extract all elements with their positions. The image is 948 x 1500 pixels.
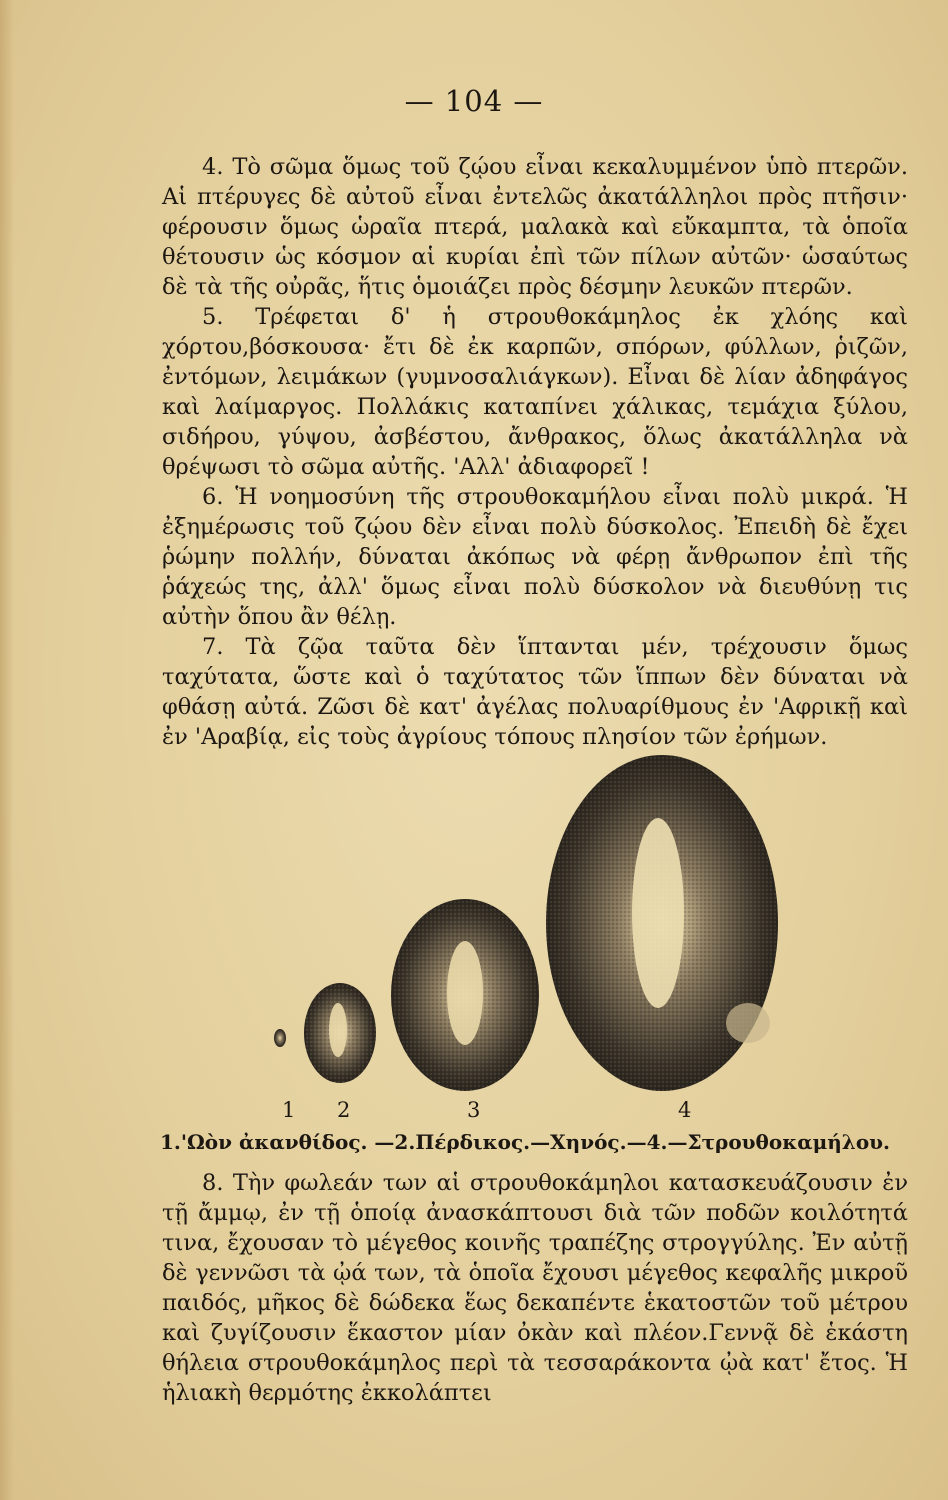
egg-2-partridge [304,983,376,1083]
figure-caption: 1.'Ωὸν ἀκανθίδος. —2.Πέρδικος.—Χηνός.—4.—Στρουθοκαμήλου. [160,1130,890,1154]
egg-label-4: 4 [678,1098,692,1122]
paragraph-8: 8. Τὴν φωλεάν των αἱ στρουθοκάμηλοι κατασκευάζουσιν ἐν τῇ ἄμμῳ, ἐν τῇ ὁποίᾳ ἀνασκάπτουσι διὰ τῶν ποδῶν κοιλότητά τινα, ἔχουσαν τὸ μέγεθος κοινῆς τραπέζης στρογγύλης. Ἐν αὐτῇ δὲ γεννῶσι τὰ ᾠά των, τὰ ὁποῖα ἔχουσι μέγεθος κεφαλῆς μικροῦ παιδός, μῆκος δὲ δώδεκα ἕως δεκαπέντε ἑκατοστῶν τοῦ μέτρου καὶ ζυγίζουσιν ἕκαστον μίαν ὀκὰν καὶ πλέον.Γεννᾷ δὲ ἑκάστη θήλεια στρουθοκάμηλος περὶ τὰ τεσσαράκοντα ᾠὰ κατ' ἔτος. Ἡ ἡλιακὴ θερμότης ἐκκολάπτει [162,1170,908,1406]
paragraph-6: 6. Ἡ νοημοσύνη τῆς στρουθοκαμήλου εἶναι πολὺ μικρά. Ἡ ἐξημέρωσις τοῦ ζῴου δὲν εἶναι πολὺ δύσκολος. Ἐπειδὴ δὲ ἔχει ῥώμην πολλήν, δύναται ἀκόπως νὰ φέρῃ ἄνθρωπον ἐπὶ τῆς ῥάχεώς της, ἀλλ' ὅμως εἶναι πολὺ δύσκολον νὰ διευθύνῃ τις αὐτὴν ὅπου ἂν θέλῃ. [162,484,908,630]
paragraph-4: 4. Τὸ σῶμα ὅμως τοῦ ζῴου εἶναι κεκαλυμμένον ὑπὸ πτερῶν. Αἱ πτέρυγες δὲ αὐτοῦ εἶναι ἐντελῶς ἀκατάλληλοι πρὸς πτῆσιν· φέρουσιν ὅμως ὡραῖα πτερά, μαλακὰ καὶ εὔκαμπτα, τὰ ὁποῖα θέτουσιν ὡς κόσμον αἱ κυρίαι ἐπὶ τῶν πίλων αὐτῶν· ὡσαύτως δὲ τὰ τῆς οὐρᾶς, ἥτις ὁμοιάζει πρὸς δέσμην λευκῶν πτερῶν. [162,154,908,300]
egg-label-3: 3 [467,1098,481,1122]
text-block-bottom [162,1168,908,1408]
egg-label-1: 1 [282,1098,296,1122]
egg-3-goose [391,899,539,1091]
page-edge-shadow [0,0,14,1500]
paragraph-7: 7. Τὰ ζῷα ταῦτα δὲν ἵπτανται μέν, τρέχουσιν ὅμως ταχύτατα, ὥστε καὶ ὁ ταχύτατος τῶν ἵππων δὲν δύναται νὰ φθάσῃ αὐτά. Ζῶσι δὲ κατ' ἀγέλας πολυαρίθμους ἐν 'Αφρικῇ καὶ ἐν 'Αραβίᾳ, εἰς τοὺς ἀγρίους τόπους πλησίον τῶν ἐρήμων. [162,634,908,750]
egg-label-2: 2 [337,1098,351,1122]
egg-4-ostrich [546,755,778,1091]
page-number: — 104 — [404,84,544,118]
egg-1-finch [274,1029,286,1047]
eggs-illustration [260,755,780,1095]
text-block-top [162,152,908,752]
paragraph-5: 5. Τρέφεται δ' ἡ στρουθοκάμηλος ἐκ χλόης καὶ χόρτου,βόσκουσα· ἔτι δὲ ἐκ καρπῶν, σπόρων, φύλλων, ῥιζῶν, ἐντόμων, λειμάκων (γυμνοσαλιάγκων). Εἶναι δὲ λίαν ἀδηφάγος καὶ λαίμαργος. Πολλάκις καταπίνει χάλικας, τεμάχια ξύλου, σιδήρου, γύψου, ἀσβέστου, ἄνθρακος, ὅλως ἀκατάλληλα νὰ θρέψωσι τὸ σῶμα αὐτῆς. 'Αλλ' ἀδιαφορεῖ ! [162,304,908,480]
egg-number-labels [0,1098,948,1128]
